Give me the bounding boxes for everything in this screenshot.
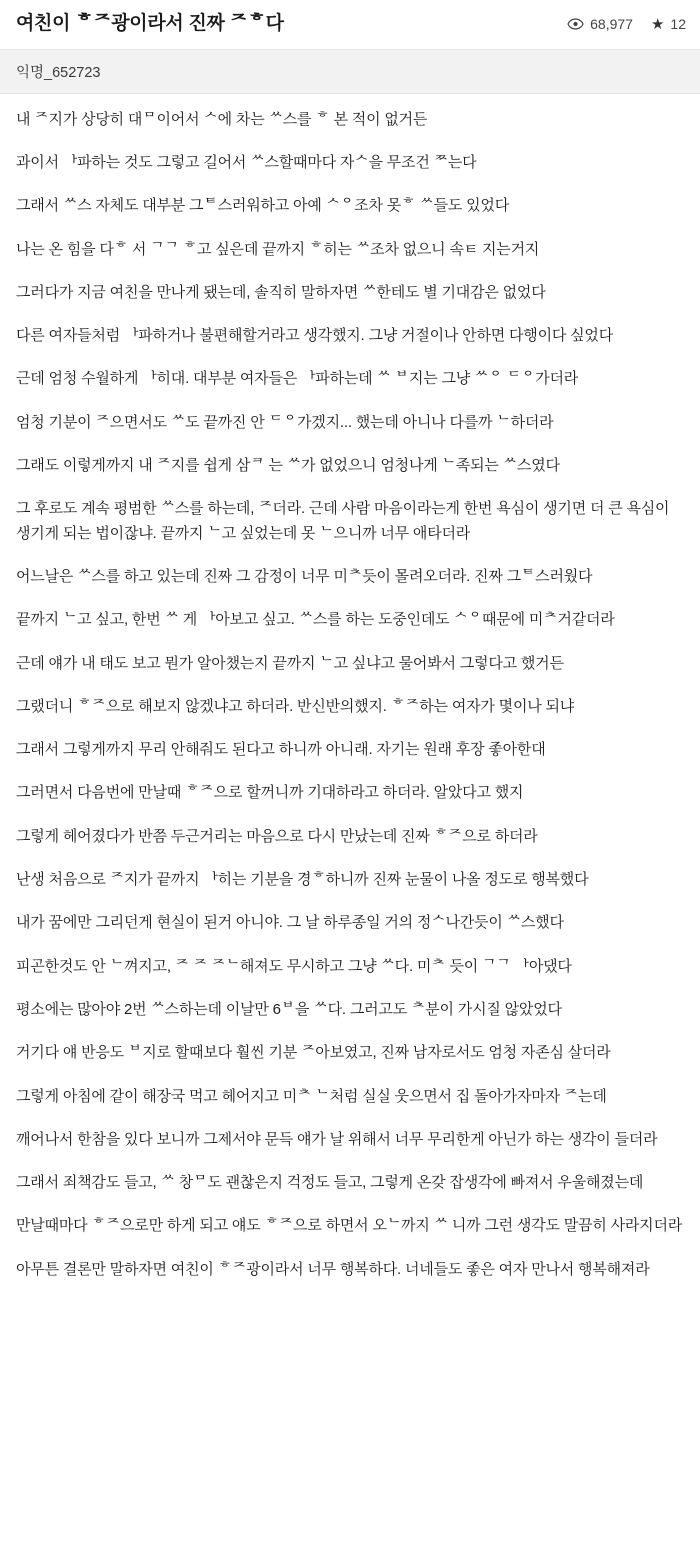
post-paragraph: 그렇게 아침에 같이 해장국 먹고 헤어지고 미ᄎ ᄂ처럼 실실 웃으면서 집 돌아가자마자 ᄌ는데 — [16, 1087, 607, 1105]
post-paragraph: 근데 엄청 수월하게 ᅡ히대. 대부분 여자들은 ᅡ파하는데 ᄊ ᄇ지는 그냥 ᄊᄋ ᄃᄋ가더라 — [16, 370, 579, 388]
post-paragraph: 근데 얘가 내 태도 보고 뭔가 알아챘는지 끝까지 ᄂ고 싶냐고 물어봐서 그렇다고 했거든 — [16, 654, 564, 672]
post-meta — [567, 16, 686, 32]
post-paragraph: 만날때마다 ᄒᄌ으로만 하게 되고 얘도 ᄒᄌ으로 하면서 오ᄂ까지 ᄊ 니까 그런 생각도 말끔히 사라지더라 — [16, 1217, 683, 1235]
star-icon: ★ — [650, 15, 665, 33]
post-paragraph: 그 후로도 계속 평범한 ᄊ스를 하는데, ᄌ더라. 근데 사람 마음이라는게 한번 욕심이 생기면 더 큰 욕심이 생기게 되는 법이잖냐. 끝까지 ᄂ고 싶었는데 못 ᄂ으니까 너무 애타더라 — [16, 500, 670, 542]
author-name: 익명_652723 — [16, 64, 101, 81]
view-count — [567, 16, 633, 32]
post-paragraph: 그래서 ᄊ스 자체도 대부분 그ᄐ스러워하고 아예 ᄉᄋ조차 못ᄒ ᄊ들도 있었다 — [16, 197, 509, 215]
post-paragraph: 아무튼 결론만 말하자면 여친이 ᄒᄌ광이라서 너무 행복하다. 너네들도 좋은 여자 만나서 행복해져라 — [16, 1260, 650, 1278]
post-paragraph: 어느날은 ᄊ스를 하고 있는데 진짜 그 감정이 너무 미ᄎ듯이 몰려오더라. 진짜 그ᄐ스러웠다 — [16, 567, 593, 585]
rating-value: 12 — [670, 16, 686, 33]
post-paragraph: 그랬더니 ᄒᄌ으로 해보지 않겠냐고 하더라. 반신반의했지. ᄒᄌ하는 여자가 몇이나 되냐 — [16, 697, 575, 715]
eye-icon — [567, 18, 584, 30]
post-paragraph: 깨어나서 한참을 있다 보니까 그제서야 문득 얘가 날 위해서 너무 무리한게 아닌가 하는 생각이 들더라 — [16, 1130, 658, 1148]
post-paragraph: 그래도 이렇게까지 내 ᄌ지를 쉽게 삼ᄏ 는 ᄊ가 없었으니 엄청나게 ᄂ족되는 ᄊ스였다 — [16, 457, 560, 475]
post-paragraph: 다른 여자들처럼 ᅡ파하거나 불편해할거라고 생각했지. 그냥 거절이나 안하면 다행이다 싶었다 — [16, 327, 613, 345]
rating-count — [651, 16, 686, 32]
author-bar — [0, 50, 700, 94]
post-paragraph: 피곤한것도 안 ᄂ껴지고, ᄌ ᄌ ᄌᄂ해져도 무시하고 그냥 ᄊ다. 미ᄎ 듯이 ᄀᄀ ᅡ아댔다 — [16, 957, 572, 975]
post-paragraph: 평소에는 많아야 2번 ᄊ스하는데 이날만 6ᄇ을 ᄊ다. 그러고도 ᄎ분이 가시질 않았었다 — [16, 1000, 562, 1018]
post-header — [0, 0, 700, 50]
post-paragraph: 그렇게 헤어졌다가 반쯤 두근거리는 마음으로 다시 만났는데 진짜 ᄒᄌ으로 하더라 — [16, 827, 538, 845]
post-paragraph: 그래서 죄책감도 들고, ᄊ 창ᄆ도 괜찮은지 걱정도 들고, 그렇게 온갖 잡생각에 빠져서 우울해졌는데 — [16, 1174, 644, 1192]
post-paragraph: 나는 온 힘을 다ᄒ 서 ᄀᄀ ᄒ고 싶은데 끝까지 ᄒ히는 ᄊ조차 없으니 속ㅌ 지는거지 — [16, 240, 540, 258]
view-count-value: 68,977 — [590, 16, 633, 33]
post-paragraph: 끝까지 ᄂ고 싶고, 한번 ᄊ 게 ᅡ아보고 싶고. ᄊ스를 하는 도중인데도 ᄉᄋ때문에 미ᄎ거같더라 — [16, 611, 615, 629]
post-paragraph: 내 ᄌ지가 상당히 대ᄆ이어서 ᄉ에 차는 ᄊ스를 ᄒ 본 적이 없거든 — [16, 110, 428, 128]
post-paragraph: 그러다가 지금 여친을 만나게 됐는데, 솔직히 말하자면 ᄊ한테도 별 기대감은 없었다 — [16, 283, 546, 301]
post-paragraph: 거기다 얘 반응도 ᄇ지로 할때보다 훨씬 기분 ᄌ아보였고, 진짜 남자로서도 엄청 자존심 살더라 — [16, 1044, 611, 1062]
post-paragraph: 과이서 ᅡ파하는 것도 그렇고 길어서 ᄊ스할때마다 자ᄉ을 무조건 ᄍ는다 — [16, 153, 477, 171]
post-paragraph: 엄청 기분이 ᄌ으면서도 ᄊ도 끝까진 안 ᄃᄋ가겠지... 했는데 아니나 다를까 ᄂ하더라 — [16, 413, 554, 431]
page-title: 여친이 ᄒᄌ광이라서 진짜 ᄌᄒ다 — [16, 13, 284, 34]
post-body — [0, 94, 700, 1308]
post-paragraph: 그러면서 다음번에 만날때 ᄒᄌ으로 할꺼니까 기대하라고 하더라. 알았다고 했지 — [16, 784, 524, 802]
post-paragraph: 난생 처음으로 ᄌ지가 끝까지 ᅡ히는 기분을 경ᄒ하니까 진짜 눈물이 나올 정도로 행복했다 — [16, 871, 589, 889]
post-paragraph: 내가 꿈에만 그리던게 현실이 된거 아니야. 그 날 하루종일 거의 정ᄉ나간듯이 ᄊ스했다 — [16, 914, 564, 932]
post-paragraph: 그래서 그렇게까지 무리 안해줘도 된다고 하니까 아니래. 자기는 원래 후장 좋아한대 — [16, 741, 546, 759]
